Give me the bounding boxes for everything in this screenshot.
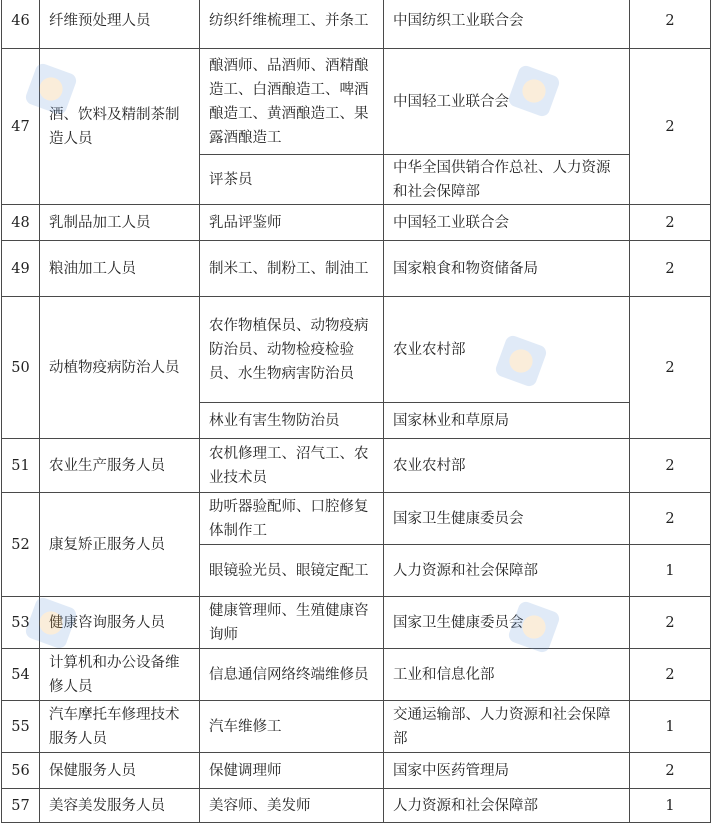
count-cell: 2	[630, 649, 711, 701]
occupation-cell: 农机修理工、沼气工、农业技术员	[200, 439, 384, 493]
occupation-cell: 评茶员	[200, 155, 384, 205]
department-cell: 国家卫生健康委员会	[384, 493, 630, 545]
department-cell: 中国轻工业联合会	[384, 49, 630, 155]
count-cell: 2	[630, 0, 711, 49]
category-cell: 乳制品加工人员	[40, 205, 200, 241]
occupation-cell: 保健调理师	[200, 753, 384, 789]
category-cell: 农业生产服务人员	[40, 439, 200, 493]
occupation-cell: 纺织纤维梳理工、并条工	[200, 0, 384, 49]
department-cell: 国家卫生健康委员会	[384, 597, 630, 649]
table-row	[2, 0, 711, 49]
table-row	[2, 649, 711, 701]
count-cell: 2	[630, 241, 711, 297]
table-row	[2, 439, 711, 493]
row-number: 50	[2, 297, 40, 439]
count-cell: 2	[630, 493, 711, 545]
department-cell: 国家粮食和物资储备局	[384, 241, 630, 297]
department-cell: 中国轻工业联合会	[384, 205, 630, 241]
category-cell: 美容美发服务人员	[40, 789, 200, 823]
occupation-cell: 美容师、美发师	[200, 789, 384, 823]
department-cell: 农业农村部	[384, 297, 630, 403]
category-cell: 汽车摩托车修理技术服务人员	[40, 701, 200, 753]
row-number: 54	[2, 649, 40, 701]
category-cell: 酒、饮料及精制茶制造人员	[40, 49, 200, 205]
occupation-cell: 健康管理师、生殖健康咨询师	[200, 597, 384, 649]
count-cell: 2	[630, 597, 711, 649]
department-cell: 国家林业和草原局	[384, 403, 630, 439]
table-row	[2, 753, 711, 789]
department-cell: 工业和信息化部	[384, 649, 630, 701]
table-row	[2, 241, 711, 297]
category-cell: 纤维预处理人员	[40, 0, 200, 49]
count-cell: 2	[630, 439, 711, 493]
occupation-cell: 助听器验配师、口腔修复体制作工	[200, 493, 384, 545]
row-number: 51	[2, 439, 40, 493]
table-row	[2, 49, 711, 155]
occupation-cell: 信息通信网络终端维修员	[200, 649, 384, 701]
row-number: 57	[2, 789, 40, 823]
count-cell: 2	[630, 49, 711, 205]
category-cell: 动植物疫病防治人员	[40, 297, 200, 439]
occupation-cell: 林业有害生物防治员	[200, 403, 384, 439]
row-number: 52	[2, 493, 40, 597]
count-cell: 2	[630, 205, 711, 241]
row-number: 56	[2, 753, 40, 789]
occupation-cell: 农作物植保员、动物疫病防治员、动物检疫检验员、水生物病害防治员	[200, 297, 384, 403]
occupation-cell: 酿酒师、品酒师、酒精酿造工、白酒酿造工、啤酒酿造工、黄酒酿造工、果露酒酿造工	[200, 49, 384, 155]
count-cell: 1	[630, 701, 711, 753]
row-number: 46	[2, 0, 40, 49]
row-number: 55	[2, 701, 40, 753]
category-cell: 计算机和办公设备维修人员	[40, 649, 200, 701]
category-cell: 粮油加工人员	[40, 241, 200, 297]
table-row	[2, 297, 711, 403]
department-cell: 人力资源和社会保障部	[384, 789, 630, 823]
table-row	[2, 597, 711, 649]
category-cell: 康复矫正服务人员	[40, 493, 200, 597]
occupation-cell: 乳品评鉴师	[200, 205, 384, 241]
category-cell: 健康咨询服务人员	[40, 597, 200, 649]
occupation-cell: 眼镜验光员、眼镜定配工	[200, 545, 384, 597]
row-number: 47	[2, 49, 40, 205]
department-cell: 交通运输部、人力资源和社会保障部	[384, 701, 630, 753]
occupation-cell: 制米工、制粉工、制油工	[200, 241, 384, 297]
count-cell: 2	[630, 297, 711, 439]
department-cell: 农业农村部	[384, 439, 630, 493]
table-row	[2, 205, 711, 241]
department-cell: 中华全国供销合作总社、人力资源和社会保障部	[384, 155, 630, 205]
row-number: 53	[2, 597, 40, 649]
row-number: 48	[2, 205, 40, 241]
department-cell: 国家中医药管理局	[384, 753, 630, 789]
count-cell: 1	[630, 789, 711, 823]
department-cell: 中国纺织工业联合会	[384, 0, 630, 49]
table-row	[2, 493, 711, 545]
row-number: 49	[2, 241, 40, 297]
count-cell: 2	[630, 753, 711, 789]
count-cell: 1	[630, 545, 711, 597]
occupation-table	[1, 0, 711, 823]
department-cell: 人力资源和社会保障部	[384, 545, 630, 597]
occupation-cell: 汽车维修工	[200, 701, 384, 753]
category-cell: 保健服务人员	[40, 753, 200, 789]
table-row	[2, 701, 711, 753]
table-row	[2, 789, 711, 823]
